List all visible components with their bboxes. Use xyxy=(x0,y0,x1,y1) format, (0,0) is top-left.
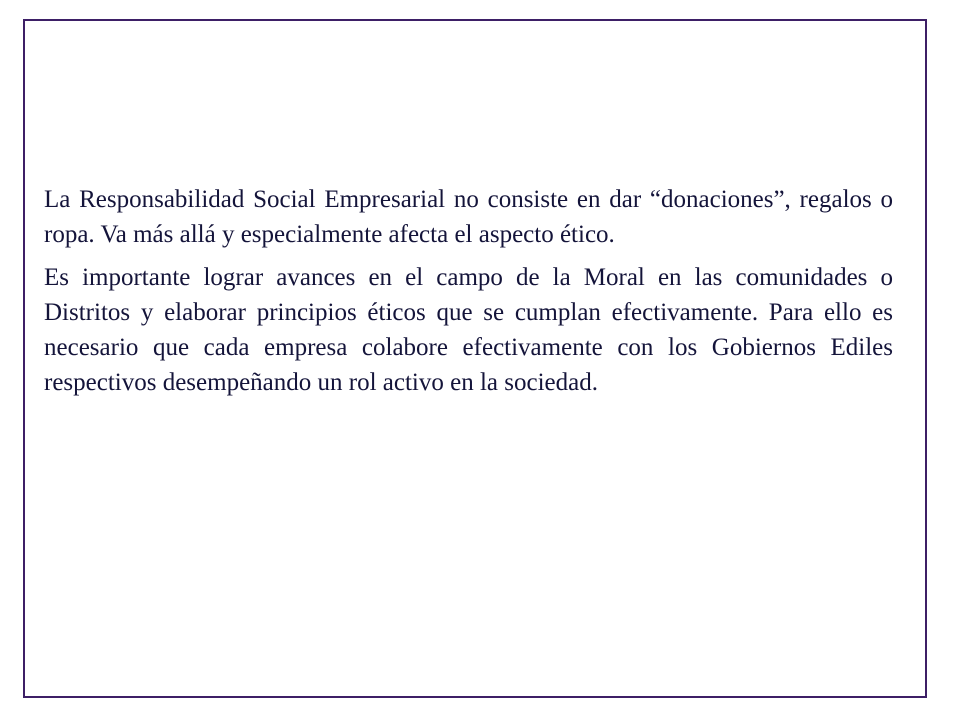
slide-text-body xyxy=(44,182,893,400)
paragraph-moral-advances: Es importante lograr avances en el campo de la Moral en las comunidades o Distritos y elaborar principios éticos que se cumplan efectivamente. Para ello es necesario que cada empresa colabore efectivamente con los Gobiernos Ediles respectivos desempeñando un rol activo en la sociedad. xyxy=(44,264,893,396)
paragraph-rse-definition: La Responsabilidad Social Empresarial no consiste en dar “donaciones”, regalos o ropa. Va más allá y especialmente afecta el aspecto ético. xyxy=(44,186,893,248)
